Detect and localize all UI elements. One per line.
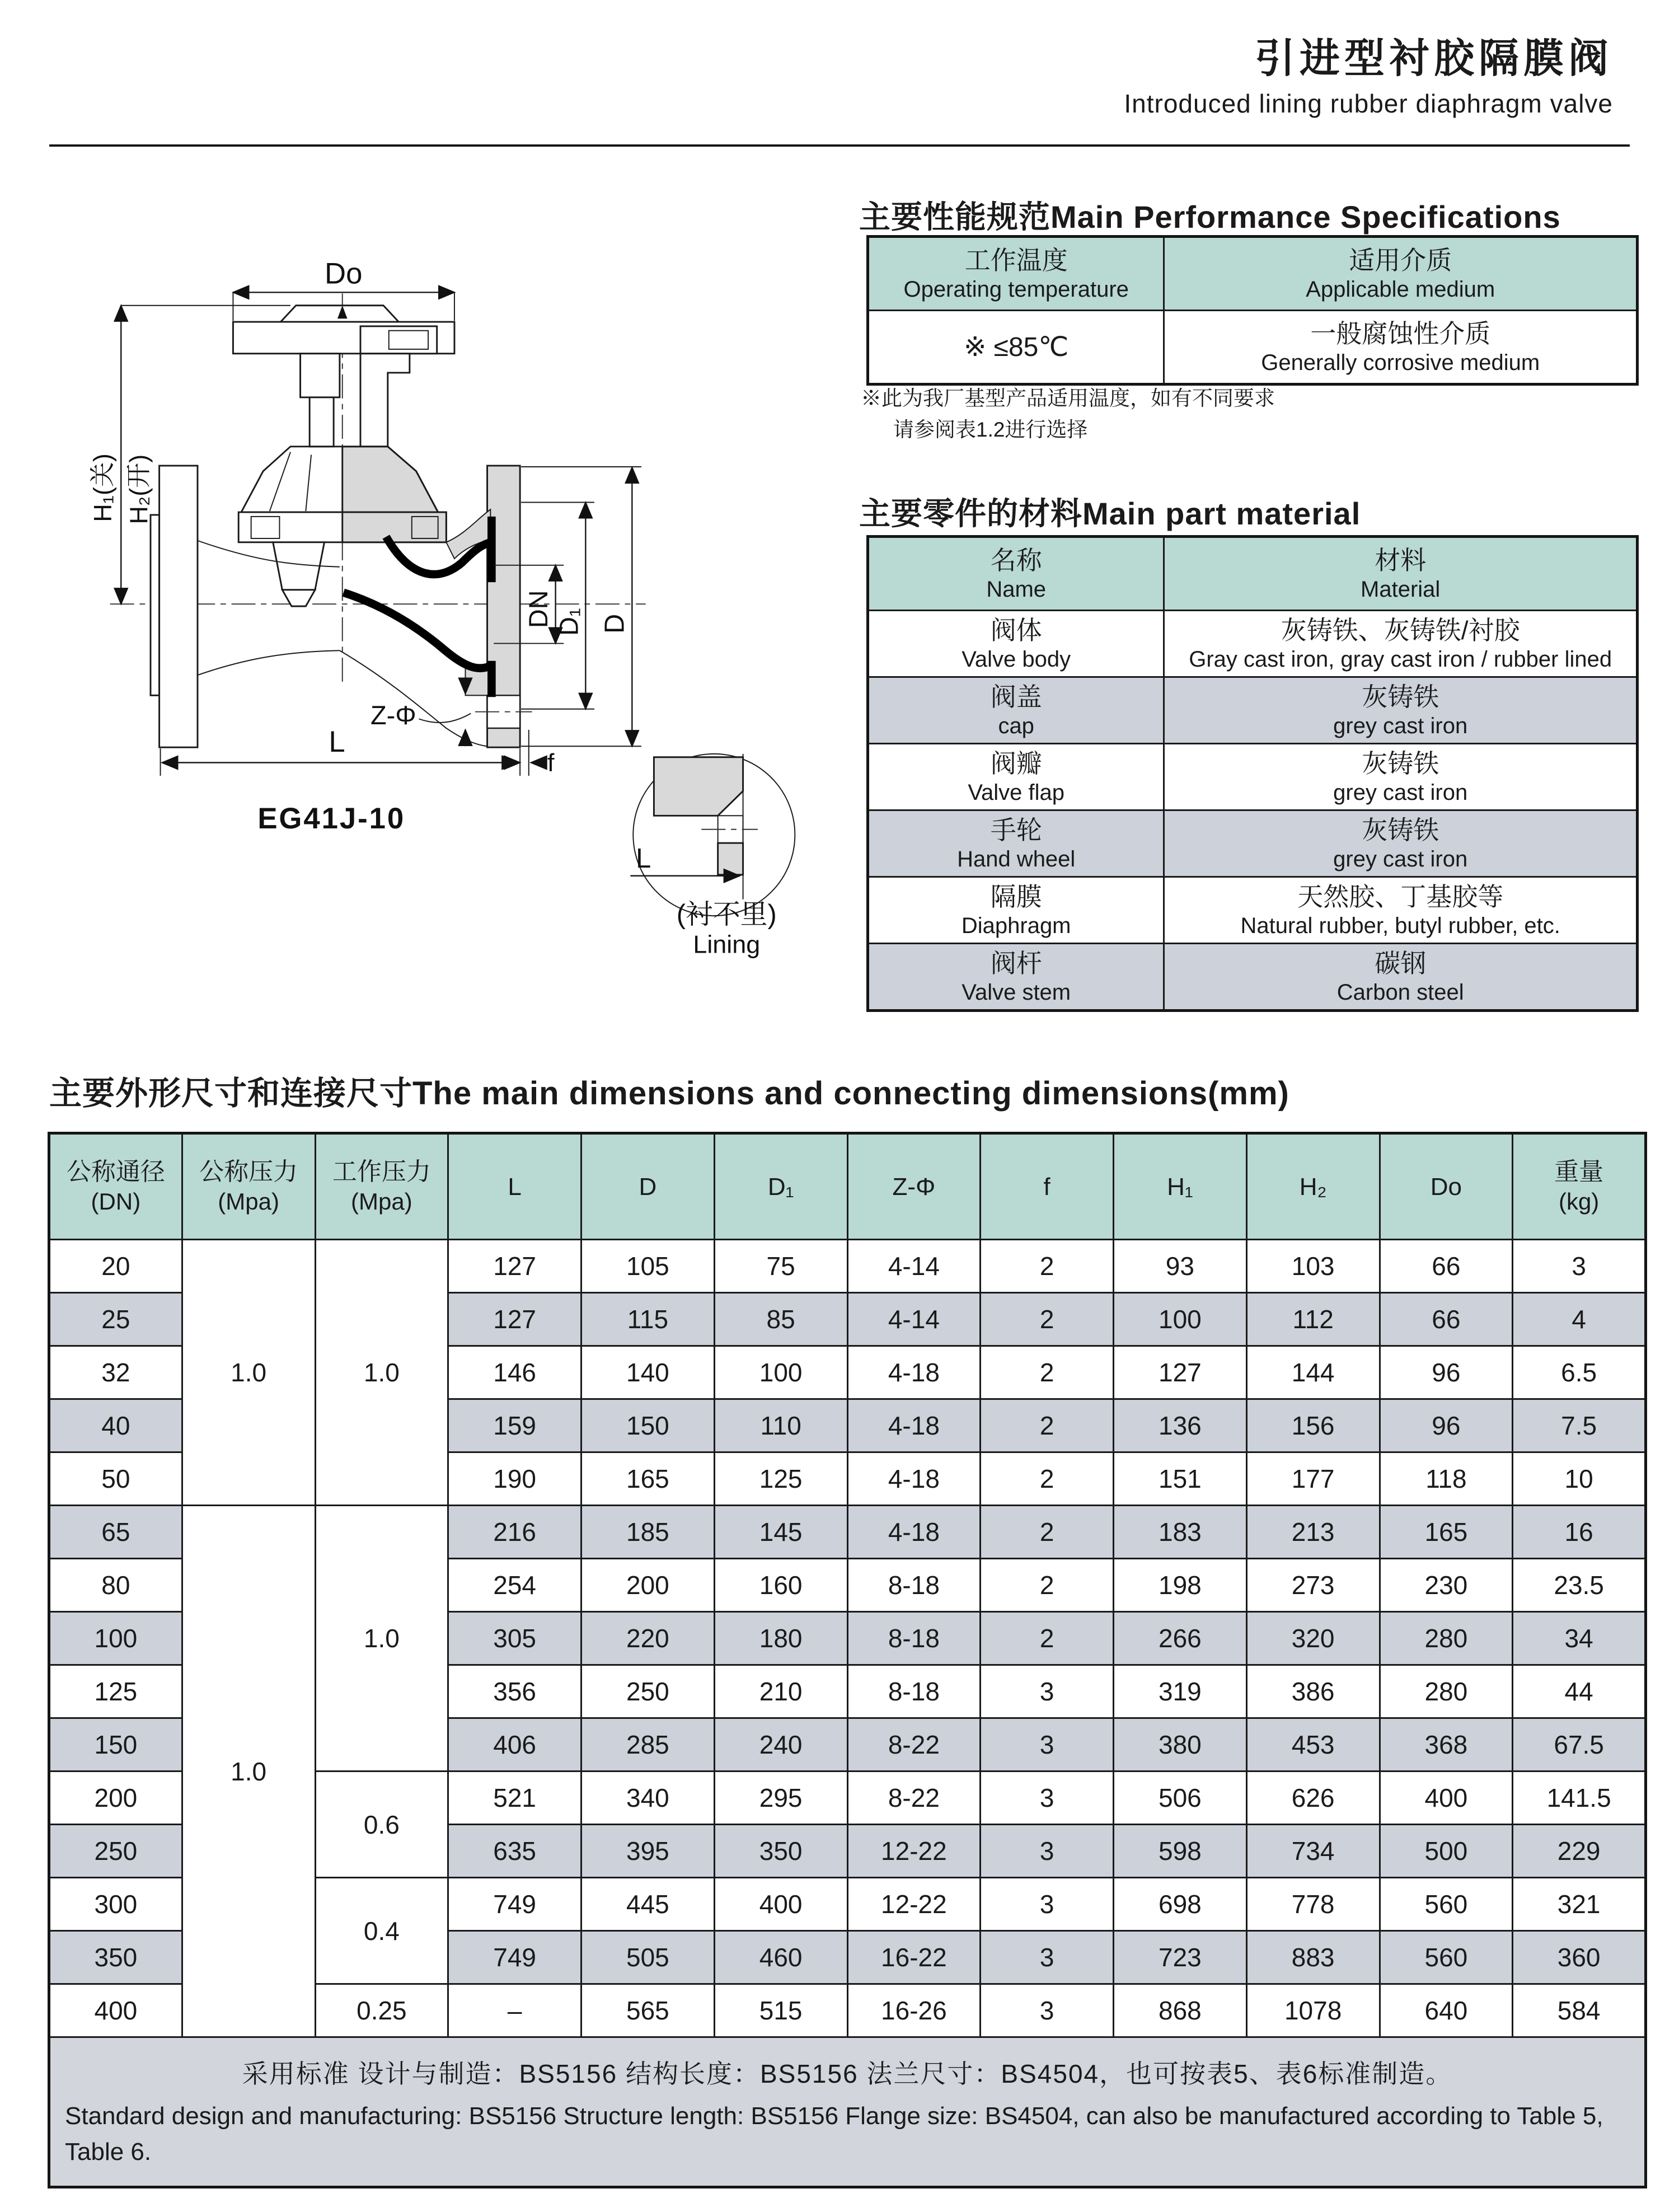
material-row: 隔膜 Diaphragm 天然胶、丁基胶等 Natural rubber, butyl rubber, etc.: [868, 877, 1638, 944]
working-pressure-merge: 1.0: [315, 1240, 448, 1506]
mat-header-material: 材料 Material: [1164, 537, 1638, 611]
table-row: 80 254 200 160 8-18 2 198 273 230 23.5: [49, 1559, 1646, 1612]
table-row: 20 1.0 1.0 127 105 75 4-14 2 93 103 66 3: [49, 1240, 1646, 1293]
table-row: 100 305 220 180 8-18 2 266 320 280 34: [49, 1612, 1646, 1665]
header-divider: [49, 144, 1630, 147]
material-row: 手轮 Hand wheel 灰铸铁 grey cast iron: [868, 810, 1638, 877]
dim-h1-label: H₁(关): [88, 453, 117, 522]
standards-note-zh: 采用标准 设计与制造：BS5156 结构长度：BS5156 法兰尺寸：BS4504，也可按表5、表6标准制造。: [242, 2059, 1453, 2088]
dim-l: [161, 725, 520, 776]
dim-l-label: L: [329, 725, 345, 758]
nominal-pressure-merge: 1.0: [182, 1240, 315, 1506]
working-pressure-merge: 1.0: [315, 1506, 448, 1772]
table-row: 25 127 115 85 4-14 2 100 112 66 4: [49, 1293, 1646, 1346]
dimensions-table: [48, 1132, 1647, 2188]
mat-header-name: 名称 Name: [868, 537, 1164, 611]
dim-dn-label: DN: [523, 590, 553, 629]
material-row: 阀体 Valve body 灰铸铁、灰铸铁/衬胶 Gray cast iron, gray cast iron / rubber lined: [868, 611, 1638, 677]
standards-note-en: Standard design and manufacturing: BS5156 Structure length: BS5156 Flange size: BS4504, can also be manufactured according to Table 5, Table 6.: [65, 2102, 1603, 2166]
performance-table: [866, 235, 1639, 386]
table-row: 125 356 250 210 8-18 3 319 386 280 44: [49, 1665, 1646, 1718]
dim-f-label: f: [547, 748, 555, 777]
working-pressure-cell: 0.25: [315, 1984, 448, 2037]
valve-stem: [301, 354, 410, 447]
table-row: 200 0.6 521 340 295 8-22 3 506 626 400 141.5: [49, 1772, 1646, 1825]
detail-caption-en: Lining: [693, 930, 761, 959]
performance-footnote: ※此为我厂基型产品适用温度，如有不同要求 请参阅表1.2进行选择: [861, 387, 1275, 441]
materials-table: [866, 535, 1639, 1012]
table-row: 150 406 285 240 8-22 3 380 453 368 67.5: [49, 1718, 1646, 1772]
dimensions-header-row: 公称通径 (DN) 公称压力 (Mpa) 工作压力 (Mpa) L D D₁ Z-Φ f H₁ H₂ Do 重量 (kg): [49, 1133, 1646, 1240]
perf-header-temp: 工作温度 Operating temperature: [868, 237, 1164, 311]
page-title: 引进型衬胶隔膜阀: [1254, 36, 1613, 81]
dimensions-title: 主要外形尺寸和连接尺寸The main dimensions and connecting dimensions(mm): [49, 1075, 1289, 1112]
material-row: 阀盖 cap 灰铸铁 grey cast iron: [868, 677, 1638, 744]
page-subtitle: Introduced lining rubber diaphragm valve: [1124, 89, 1613, 118]
dim-d1-label: D₁: [554, 608, 584, 636]
nominal-pressure-merge: 1.0: [182, 1506, 315, 2037]
materials-title: 主要零件的材料Main part material: [859, 496, 1361, 531]
perf-medium-value: 一般腐蚀性介质 Generally corrosive medium: [1164, 311, 1638, 385]
dim-z-phi: [370, 677, 471, 746]
table-row: 250 635 395 350 12-22 3 598 734 500 229: [49, 1825, 1646, 1878]
table-row: 40 159 150 110 4-18 2 136 156 96 7.5: [49, 1399, 1646, 1452]
perf-temp-value: ※ ≤85℃: [868, 311, 1164, 385]
handwheel: [233, 306, 454, 354]
valve-drawing: [34, 157, 873, 1108]
lining-detail: [630, 754, 795, 959]
table-row: 65 1.0 1.0 216 185 145 4-18 2 183 213 165 16: [49, 1506, 1646, 1559]
detail-l-label: L: [636, 843, 651, 874]
dim-z-label: Z-Φ: [370, 701, 416, 730]
dim-d-label: D: [599, 613, 630, 634]
working-pressure-merge: 0.4: [315, 1878, 448, 1984]
page-header: [1124, 26, 1613, 119]
material-row: 阀瓣 Valve flap 灰铸铁 grey cast iron: [868, 744, 1638, 810]
detail-caption-zh: (衬不里): [676, 899, 777, 930]
working-pressure-merge: 0.6: [315, 1772, 448, 1878]
table-row: 32 146 140 100 4-18 2 127 144 96 6.5: [49, 1346, 1646, 1399]
table-row: 50 190 165 125 4-18 2 151 177 118 10: [49, 1452, 1646, 1506]
dim-h2-label: H₂(开): [124, 454, 153, 524]
material-row: 阀杆 Valve stem 碳钢 Carbon steel: [868, 944, 1638, 1011]
table-row: 350 749 505 460 16-22 3 723 883 560 360: [49, 1931, 1646, 1984]
performance-title: 主要性能规范Main Performance Specifications: [859, 199, 1561, 235]
table-row: 400 0.25 – 565 515 16-26 3 868 1078 640 584: [49, 1984, 1646, 2037]
dim-do-label: Do: [325, 257, 363, 290]
perf-header-medium: 适用介质 Applicable medium: [1164, 237, 1638, 311]
model-label: EG41J-10: [257, 802, 406, 835]
table-row: 300 0.4 749 445 400 12-22 3 698 778 560 321: [49, 1878, 1646, 1931]
standards-note-row: [49, 2037, 1646, 2187]
